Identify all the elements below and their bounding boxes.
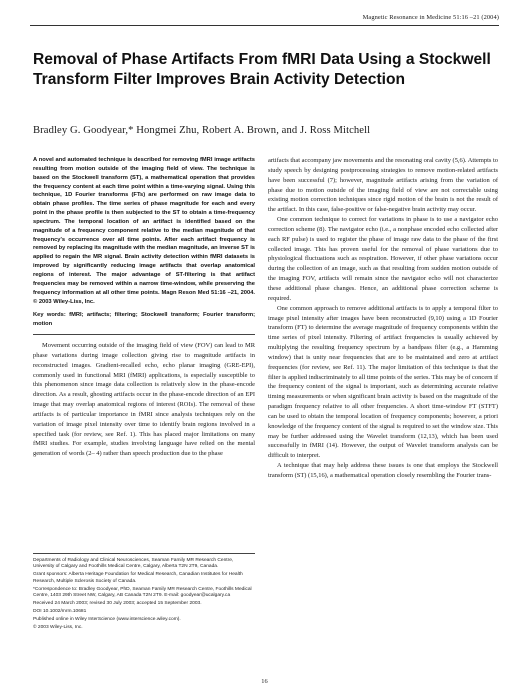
footnotes: [33, 553, 255, 633]
body-paragraph: A technique that may help address these issues is one that employs the Stockwell transform (ST) (15,16), a mathematical operation closely resembling the Fourier trans-: [268, 462, 498, 479]
body-paragraph: One common approach to remove additional artifacts is to apply a temporal filter to image pixel intensity after images have been reconstructed (9,10) using a 1D Fourier transform (FT) to determine the average magnitude of frequency components within the time series of pixel intensity. Filtering of artifact frequencies is usually achieved by multiplying the resulting frequency spectrum by a bandpass filter (e.g., a Hamming window) that is unity near frequencies that are to be maintained and zero at artifact frequencies (for review, see Ref. 11). The major limitation of this technique is that the filter is applied indiscriminately to all time points of the series. This may be of concern if the frequency content of the signal is important, such as determining accurate relative timing measurements or when significant brain activity is based on the magnitude of the paradigm frequency relative to all other frequencies. A short time-window FT (STFT) can be used to obtain the temporal location of frequency components; however, a priori knowledge of the frequency content of the signal is required to set the window size. This may be further addressed using the Wavelet transform (12,13), which has been used successfully in fMRI (14). However, the output of Wavelet transform analysis can be difficult to interpret.: [268, 304, 498, 460]
author-list: Bradley G. Goodyear,* Hongmei Zhu, Robert A. Brown, and J. Ross Mitchell: [33, 125, 371, 136]
body-paragraph: artifacts that accompany jaw movements and the resonating oral cavity (5,6). Attempts to study speech by designing postprocessing strategies to remove motion-related artifacts have been successful (7); however, magnitude artifacts arising from the variation of phase due to motion outside of the imaging field of view are not correctable using existing motion correction techniques since rigid motion of the brain is not the result of the artifact. In this case, false-positive or false-negative brain activity may occur.: [268, 157, 498, 214]
footnote-rule: [33, 553, 255, 554]
footnote-dates: Received 24 March 2003; revised 30 July 2003; accepted 15 September 2003.: [33, 601, 202, 607]
right-column: [268, 156, 498, 481]
footnote-grants: Grant sponsors: Alberta Heritage Foundation for Medical Research, Canadian Institutes for Health Research, Multiple Sclerosis Society of Canada.: [33, 572, 243, 584]
footnote-copyright: © 2003 Wiley-Liss, Inc.: [33, 625, 83, 631]
header-rule: [30, 25, 499, 26]
page-number: 16: [261, 678, 268, 685]
footnote-affiliation: Departments of Radiology and Clinical Neurosciences, Seaman Family MR Research Centre, University of Calgary and Foothills Medical Centre, Calgary, Alberta T2N 2T9, Canada.: [33, 558, 234, 570]
footnote-correspondence: *Correspondence to: Bradley Goodyear, PhD, Seaman Family MR Research Centre, Foothills Medical Centre, 1403 29th Street NW, Calgary, AB Canada T2N 2T9. E-mail: goodyear@ucalgary.ca: [33, 586, 252, 599]
keywords: Key words: fMRI; artifacts; filtering; Stockwell transform; Fourier transform; motion: [33, 312, 255, 328]
abstract-separator: [33, 334, 255, 335]
footnote-published: Published online in Wiley InterScience (www.interscience.wiley.com).: [33, 617, 181, 623]
abstract: A novel and automated technique is described for removing fMRI image artifacts resulting from motion outside of the imaging field of view. The technique is based on the Stockwell transform (ST), a mathematical operation that provides the frequency content at each time point within a time-varying signal. Using this technique, 1D Fourier transforms (FTs) are performed on raw image data to obtain phase profiles. The time series of phase magnitude for each and every point in the phase profile is then subjected to the ST to obtain a time-frequency spectrum. The temporal location of an artifact is identified based on the magnitude of a frequency component relative to the median magnitude of that frequency's occurrence over all time points. After each artifact frequency is removed by replacing its magnitude with the median magnitude, an inverse ST is applied to regain the MR signal. Brain activity detection within fMRI datasets is improved by significantly reducing image artifacts that overlap anatomical regions of interest. The major advantage of ST-filtering is that artifact frequencies may be removed within a narrow time-window, while preserving the frequency information at all other time points. Magn Reson Med 51:16 –21, 2004. © 2003 Wiley-Liss, Inc.: [33, 157, 255, 305]
body-paragraph: Movement occurring outside of the imaging field of view (FOV) can lead to MR phase variations during image collection giving rise to magnitude artifacts in reconstructed images. Gradient-recalled echo, echo planar imaging (GRE-EPI), commonly used in functional MRI (fMRI) applications, is especially susceptible to this phenomenon since image data collection is relatively slow in the phase-encode direction. As a result, ghosting artifacts occur in the phase-encode direction of an EPI image that may overlap anatomical regions of interest (ROIs). The removal of these artifacts is of particular importance in fMRI since analysis techniques rely on the variation of image pixel intensity over time to identify brain regions involved in a specified task (for review, see Ref. 1). This has placed major limitations on many fMRI studies. For example, studies involving language have relied on the mental generation of words (2– 4) rather than speech production due to the phase: [33, 342, 255, 458]
body-paragraph: One common technique to correct for variations in phase is to use a navigator echo correction scheme (8). The navigator echo (i.e., a nonphase encoded echo collected after each RF pulse) is used to register the phase of image raw data to the phase of the first collected image. This has proven useful for the removal of phase variations due to physiological fluctuations such as respiration. However, if other phase variations occur during the collection of an image, such as that resulting from sudden motion outside of the imaging FOV, artifacts will remain since the navigator echo will not characterize these additional phase changes. Hence, an additional phase correction scheme is required.: [268, 216, 498, 302]
article-title: Removal of Phase Artifacts From fMRI Data Using a Stockwell Transform Filter Improves Brain Activity Detection: [33, 51, 491, 88]
left-column: [33, 156, 255, 459]
running-header: Magnetic Resonance in Medicine 51:16 –21 (2004): [362, 14, 499, 21]
footnote-doi: DOI 10.1002/mrm.10681: [33, 609, 87, 615]
